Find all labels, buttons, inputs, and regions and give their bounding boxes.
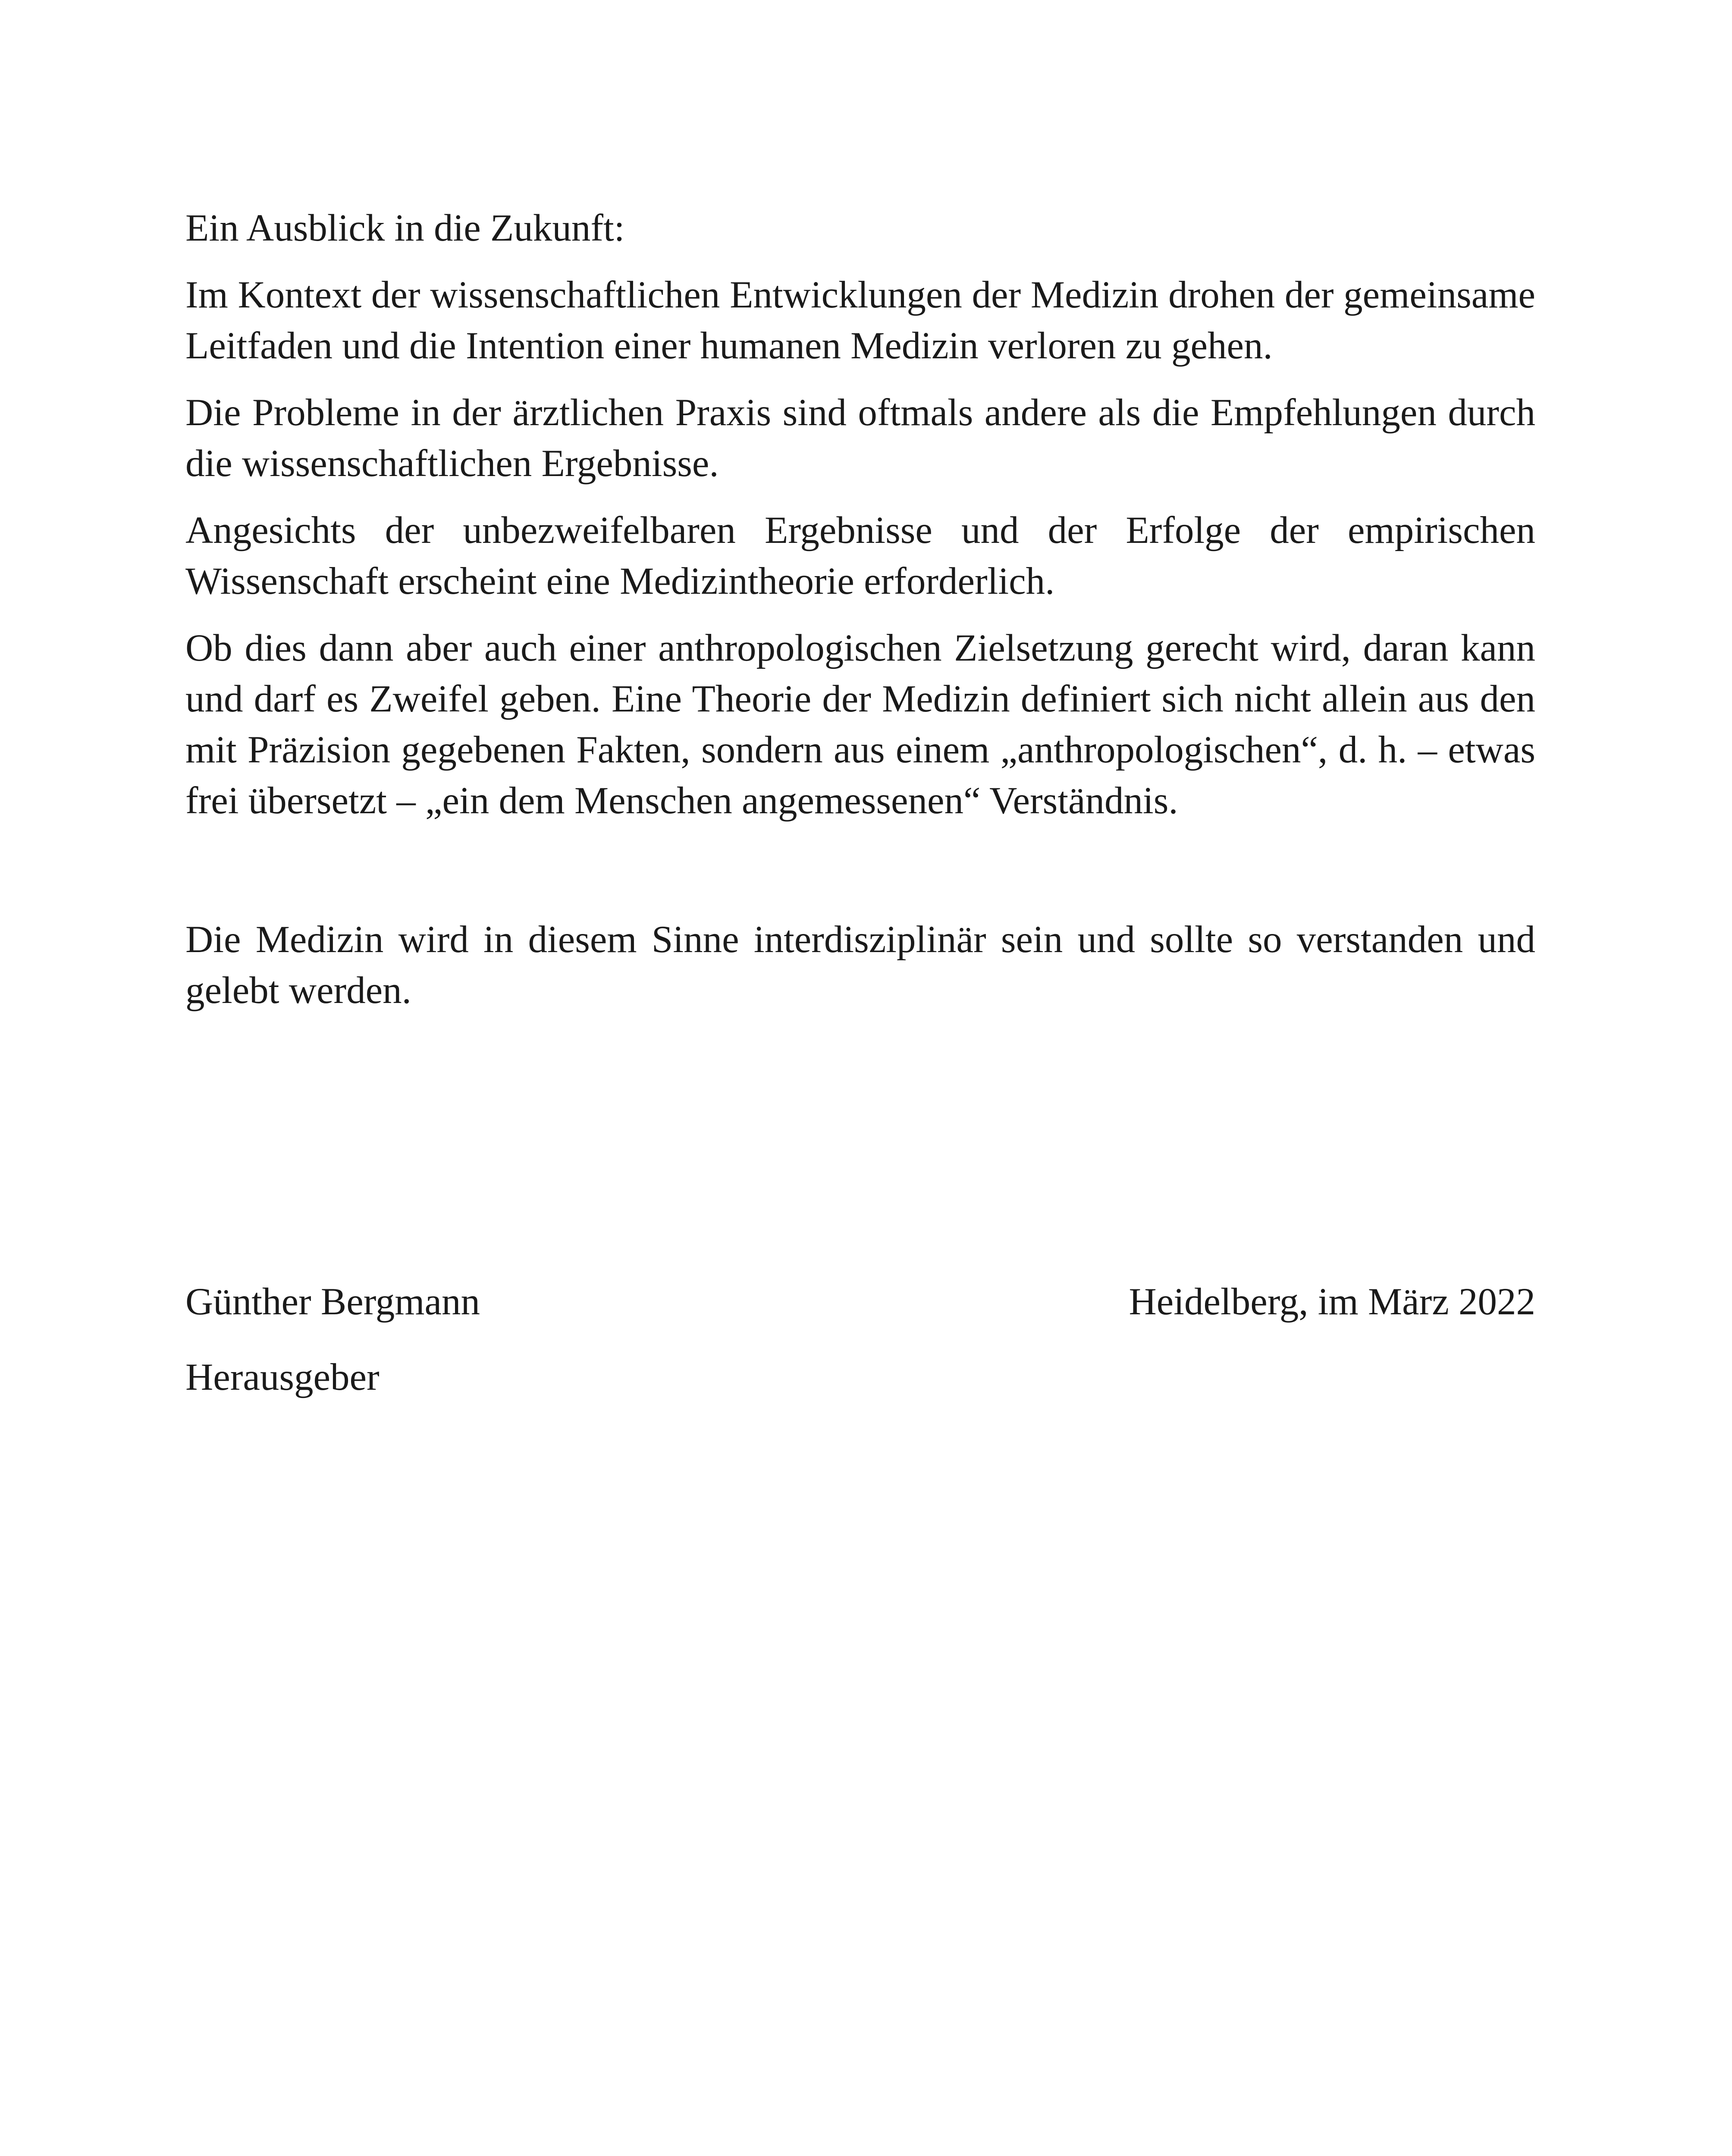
paragraph-conclusion: Die Medizin wird in diesem Sinne interdisziplinär sein und sollte so verstanden und gelebt werden. (185, 918, 1535, 1012)
author-role: Herausgeber (185, 1356, 380, 1398)
paragraph-problems: Die Probleme in der ärztlichen Praxis sind oftmals andere als die Empfehlungen durch die wissenschaftlichen Ergebnisse. (185, 392, 1535, 485)
paragraph-context: Im Kontext der wissenschaftlichen Entwicklungen der Medizin drohen der gemeinsame Leitfaden und die Intention einer humanen Medizin verloren zu gehen. (185, 274, 1535, 367)
signature-row (185, 1276, 1535, 1327)
author-name: Günther Bergmann (185, 1281, 480, 1323)
paragraph-anthropology: Ob dies dann aber auch einer anthropologischen Zielsetzung gerecht wird, daran kann und darf es Zweifel geben. Eine Theorie der Medizin definiert sich nicht allein aus den mit Präzision gegebenen Fakten, sondern aus einem „anthropologischen“, d. h. – etwas frei übersetzt – „ein dem Menschen angemessenen“ Verständnis. (185, 627, 1535, 822)
place-date: Heidelberg, im März 2022 (1129, 1281, 1535, 1323)
body-text (185, 203, 1535, 1016)
paragraph-intro: Ein Ausblick in die Zukunft: (185, 207, 625, 249)
paragraph-theory: Angesichts der unbezweifelbaren Ergebnisse und der Erfolge der empirischen Wissenschaft erscheint eine Medizintheorie erforderlich. (185, 509, 1535, 602)
